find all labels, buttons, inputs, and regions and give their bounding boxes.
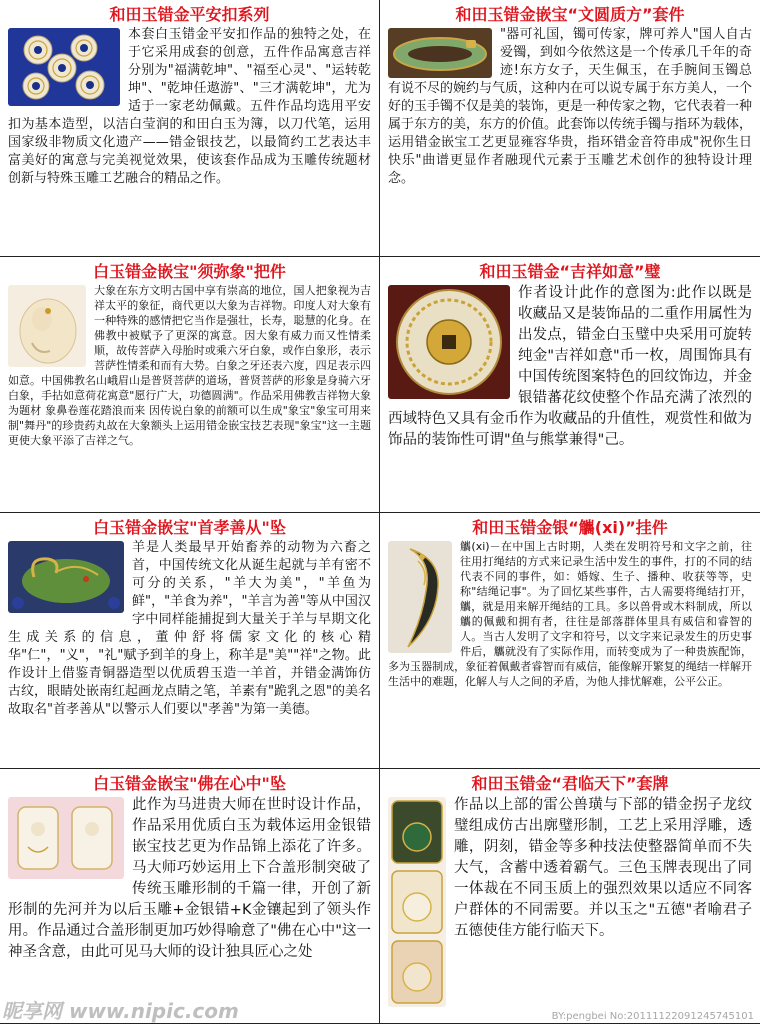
panel-body-text: 作品以上部的雷公兽璜与下部的错金拐子龙纹璧组成仿古出廓璧形制，工艺上采用浮雕，透雕，阴刻，错金等多种技法使整器简单而不失大气，含蓄中透着霸气。三色玉牌表现出了同一体裁在不同玉质上的强烈效果以适应不同客户群体的不同需要。并以玉之"五德"者喻君子五德使佳方能行临天下。: [454, 797, 752, 939]
panel-title: 和田玉错金银“觿(xi)”挂件: [472, 518, 668, 537]
green-jade-ram-photo: [8, 541, 124, 613]
panel-xi-pendant: [380, 513, 760, 769]
panel-title: 和田玉错金嵌宝“文圆质方”套件: [455, 5, 685, 24]
panel-xu-mi-xiang: [0, 257, 380, 513]
panel-body-text: 作者设计此作的意图为:此作以既是收藏品又是装饰品的二重作用属性为出发点，错金白玉璧中央采用可旋转纯金"吉祥如意"币一枚，周围饰具有中国传统图案特色的回纹饰边，并金银错蕃花纹使整个作品充满了浓烈的西域特色又具有金币作为收藏品的升值性，观赏性和做为饰品的装饰性可谓"鱼与熊掌兼得"己。: [388, 285, 752, 448]
jade-discs-photo: [8, 28, 120, 106]
panel-body: [388, 795, 752, 942]
panel-body-text: 大象在东方文明古国中享有崇高的地位，国人把象视为吉祥太平的象征，商代更以大象为吉祥物。印度人对大象有一种特殊的感情把它当作是强壮，长寿，聪慧的化身。在佛教中被赋予了更深的寓意。因大象有威力而又性情柔顺，故传菩萨入母胎时或乘六牙白象，或作白象形，表示菩萨性情柔和而有大势。白象之牙还表六度，四足表示四如意。中国佛教名山峨眉山是普贤菩萨的道场，普贤菩萨的形象是身骑六牙白象，手拈如意荷花寓意"愿行广大，功德圆满"。作品采用佛教吉祥物大象为题材 象鼻卷莲花踏浪而来 因传说白象的前额可以生成"象宝"象宝可用来制"舞丹"的珍贵药丸故在大象额头上运用错金嵌宝技艺表现"象宝"这一主题更使大象平添了吉祥之气。: [8, 284, 371, 447]
jade-bi-disc-photo: [388, 285, 510, 399]
panel-title: 和田玉错金“君临天下”套牌: [471, 774, 669, 793]
white-jade-elephant-photo: [8, 285, 86, 367]
site-watermark: 昵享网 www.nipic.com: [2, 999, 239, 1023]
panel-ping-an-kou: [0, 0, 380, 257]
panel-body: [8, 795, 371, 963]
panel-body: [388, 283, 752, 451]
panel-body: [8, 539, 371, 719]
panel-title: 和田玉错金“吉祥如意”璧: [479, 262, 661, 281]
jade-bangle-photo: [388, 28, 492, 78]
panel-body-text: 本套白玉错金平安扣作品的独特之处，在于它采用成套的创意，五件作品寓意吉祥分别为"福满乾坤"、"福至心灵"、"运转乾坤"、"乾坤任遨游"、"三才满乾坤"，尤为适于一家老幼佩戴。五件作品均选用平安扣为基本造型，以洁白莹润的和田白玉为簿，以刀代笔，运用国家级非物质文化遗产——错金银技艺，以最简约工艺表达丰富美好的寓意与完美视觉效果，使该套作品成为玉雕传统题材创新与特殊玉雕工艺融合的精品之作。: [8, 27, 371, 186]
panel-title: 白玉错金嵌宝"佛在心中"坠: [93, 774, 286, 793]
panel-title: 白玉错金嵌宝"须弥象"把件: [93, 262, 286, 281]
panel-body: [8, 26, 371, 188]
jade-xi-pendant-photo: [388, 541, 452, 653]
panel-body-text: "器可礼国，镯可传家，牌可养人"国人自古爱镯，到如今依然这是一个传承几千年的奇迹!东方女子，天生佩玉，在手腕间玉镯总有说不尽的婉约与气质，这种内在可以说专属于东方美人，一个好的玉手镯不仅是美的装饰，更是一种传家之物，它代表着一种属于东方的美，东方的价值。此套饰以传统手镯与指环为载体，运用错金嵌宝工艺更显雍容华贵，指环错金音符串成"祝你生日快乐"曲谱更显作者融现代元素于玉雕艺术创作的独特设计理念。: [388, 27, 753, 186]
jade-plaque-set-photo: [388, 797, 446, 1007]
panel-shou-xiao-shan-cong: [0, 513, 380, 769]
panel-body-text: 觿(xi)－在中国上古时期，人类在发明符号和文字之前，往往用打绳结的方式来记录生活中发生的事件，打的不同的结代表不同的事件，如：婚嫁、生子、播种、收获等等，史称"结绳记事"。为了回忆某些事件，古人需要将绳结打开，觿，就是用来解开绳结的工具。多以兽骨或木料制成，所以觿的佩戴和拥有者，往往是部落群体里具有威信和睿智的人。当古人发明了文字和符号，以文字来记录发生的历史事件后，觿就没有了实际作用，而转变成为了一种贵族配饰，多为玉器制成，象征着佩戴者睿智而有威信，能像解开繁复的绳结一样解开生活中的难题，化解人与人之间的矛盾，为他人排忧解难，公平公正。: [388, 540, 752, 688]
panel-title: 白玉错金嵌宝"首孝善从"坠: [93, 518, 286, 537]
panel-body: [388, 26, 752, 188]
panel-fo-zai-xin-zhong: [0, 769, 380, 1024]
panel-ji-xiang-ru-yi: [380, 257, 760, 513]
panel-body-text: 此作为马进贵大师在世时设计作品，作品采用优质白玉为载体运用金银错嵌宝技艺更为作品锦上添花了许多。马大师巧妙运用上下合盖形制突破了传统玉雕形制的千篇一律，开创了新形制的先河并为以后玉雕+金银错+K金镶起到了领头作用。作品通过合盖形制更加巧妙得喻意了"佛在心中"这一神圣含意，由此可见马大师的设计独具匠心之处: [8, 797, 371, 960]
panel-body: [388, 539, 752, 689]
panel-body-text: 羊是人类最早开始畜养的动物为六畜之首，中国传统文化从诞生起就与羊有密不可分的关系，"羊大为美"，"羊鱼为鲜"，"羊食为养"，"羊言为善"等从中国汉字中同样能捕捉到大量关于羊与早期文化生成关系的信息，董仲舒将儒家文化的核心精华"仁"，"义"，"礼"赋予到羊的身上，称羊是"美""祥"之物。此作设计上借鉴青铜器造型以优质碧玉造一羊首，并错金满饰仿古纹，眼睛处嵌南红起画龙点睛之笔，羊素有"跪乳之恩"的美名故取名"首孝善从"以警示人们要以"孝善"为第一美德。: [8, 540, 371, 717]
panel-title: 和田玉错金平安扣系列: [109, 5, 270, 24]
panel-jun-lin-tian-xia: [380, 769, 760, 1024]
panel-wen-yuan-zhi-fang: [380, 0, 760, 257]
white-jade-buddha-pendant-photo: [8, 797, 124, 879]
watermark-id: BY:pengbei No:20111122091245745101: [551, 1011, 754, 1022]
panel-body: [8, 283, 371, 448]
